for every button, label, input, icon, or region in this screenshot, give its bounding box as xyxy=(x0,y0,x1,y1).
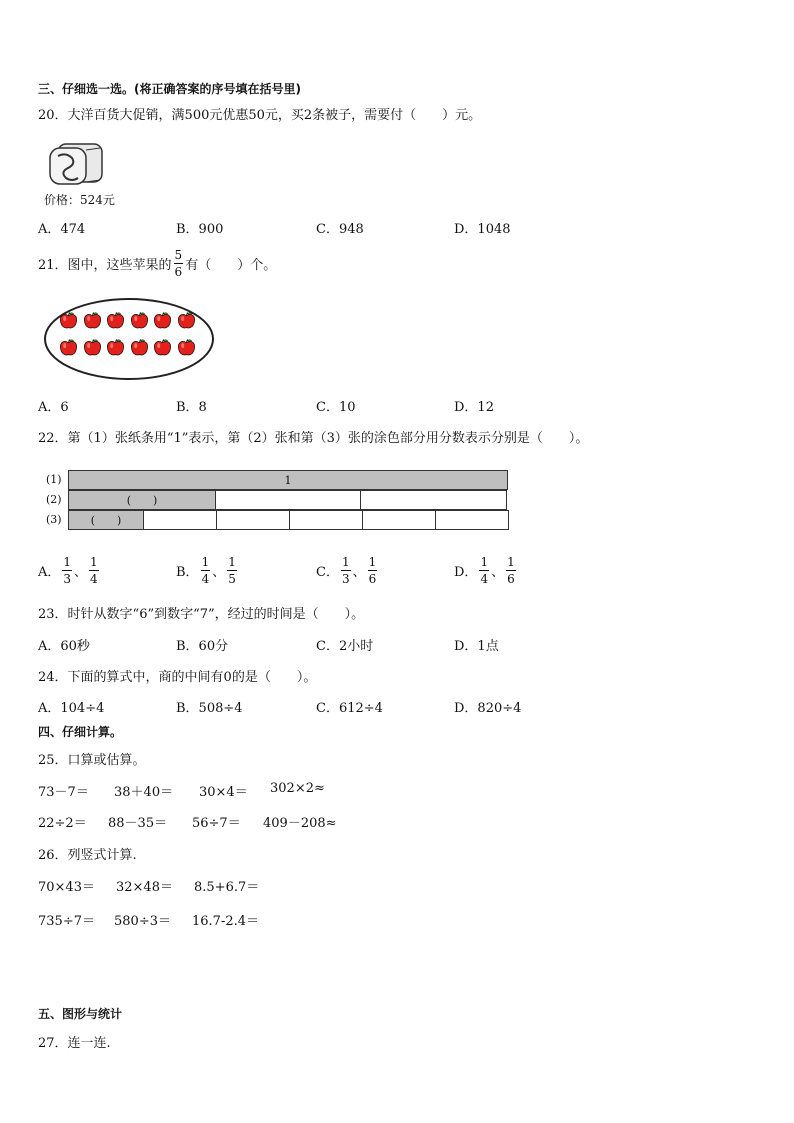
frac-den: 4 xyxy=(480,572,489,586)
frac-num: 1 xyxy=(368,555,377,569)
apple-icon xyxy=(153,338,172,357)
frac-num: 1 xyxy=(480,555,489,569)
strip2-part xyxy=(215,490,361,510)
q26-item: 8.5+6.7＝ xyxy=(194,880,260,895)
q22-text: 22．第（1）张纸条用“1”表示，第（2）张和第（3）张的涂色部分用分数表示分别是（ ）。 xyxy=(38,431,589,446)
q22-option-b[interactable] xyxy=(176,556,239,585)
section3-title: 三、仔细选一选。(将正确答案的序号填在括号里) xyxy=(38,82,301,96)
fraction xyxy=(506,556,516,585)
frac-den: 3 xyxy=(341,572,350,586)
separator: 、 xyxy=(74,565,88,580)
q25-item: 38＋40＝ xyxy=(114,785,174,800)
q25-item: 30×4＝ xyxy=(199,785,248,800)
frac-num: 1 xyxy=(201,555,210,569)
fraction xyxy=(368,556,378,585)
separator: 、 xyxy=(352,565,366,580)
q21-option-a[interactable]: A．6 xyxy=(38,400,69,415)
apple-icon xyxy=(59,338,78,357)
option-letter: B． xyxy=(176,565,199,580)
q21-frac-den: 6 xyxy=(174,264,183,279)
paper-strip-1 xyxy=(68,470,508,490)
q23-option-b[interactable]: B．60分 xyxy=(176,639,229,654)
fraction xyxy=(62,556,72,585)
section5-title: 五、图形与统计 xyxy=(38,1007,123,1021)
frac-den: 5 xyxy=(228,572,236,586)
frac-den: 4 xyxy=(201,572,210,586)
apple-icon xyxy=(153,311,172,330)
strip3-part xyxy=(362,510,436,530)
q26-item: 70×43＝ xyxy=(38,880,95,895)
paper-strip-3 xyxy=(68,510,509,530)
strip-label-1: (1) xyxy=(46,473,62,486)
q24-option-a[interactable]: A．104÷4 xyxy=(38,701,105,716)
apple-icon xyxy=(83,311,102,330)
apple-icon xyxy=(59,311,78,330)
q20-option-b[interactable]: B．900 xyxy=(176,222,224,237)
q24-option-b[interactable]: B．508÷4 xyxy=(176,701,243,716)
fraction xyxy=(479,556,489,585)
q24-text: 24．下面的算式中，商的中间有0的是（ ）。 xyxy=(38,670,317,685)
q23-option-a[interactable]: A．60秒 xyxy=(38,639,90,654)
quilt-icon xyxy=(44,136,108,192)
q25-item: 22÷2＝ xyxy=(38,816,87,831)
q22-option-c[interactable] xyxy=(316,556,379,585)
apple-icon xyxy=(177,311,196,330)
frac-num: 1 xyxy=(90,555,98,569)
q20-option-c[interactable]: C．948 xyxy=(316,222,364,237)
separator: 、 xyxy=(491,565,505,580)
q20-option-d[interactable]: D．1048 xyxy=(454,222,511,237)
fraction xyxy=(227,556,237,585)
apple-icon xyxy=(130,338,149,357)
q27-text: 27．连一连. xyxy=(38,1036,111,1051)
frac-num: 1 xyxy=(228,555,236,569)
q25-item: 56÷7＝ xyxy=(192,816,241,831)
q22-option-a[interactable] xyxy=(38,556,101,585)
q21-option-b[interactable]: B．8 xyxy=(176,400,207,415)
fraction xyxy=(89,556,99,585)
q24-option-d[interactable]: D．820÷4 xyxy=(454,701,522,716)
apple-icon xyxy=(177,338,196,357)
q22-option-d[interactable] xyxy=(454,556,518,585)
quilt-image xyxy=(44,136,108,192)
q20-option-a[interactable]: A．474 xyxy=(38,222,86,237)
q21-prefix: 21．图中，这些苹果的 xyxy=(38,257,172,273)
q21-text xyxy=(38,245,276,281)
frac-num: 1 xyxy=(507,555,515,569)
strip2-part xyxy=(360,490,507,510)
strip3-part xyxy=(143,510,217,530)
q26-item: 735÷7＝ xyxy=(38,914,95,929)
strip-label-2: (2) xyxy=(46,493,62,506)
q26-text: 26．列竖式计算. xyxy=(38,848,137,863)
frac-den: 6 xyxy=(507,572,515,586)
q21-option-c[interactable]: C．10 xyxy=(316,400,356,415)
q21-option-d[interactable]: D．12 xyxy=(454,400,494,415)
q26-item: 580÷3＝ xyxy=(114,914,171,929)
q21-fraction xyxy=(174,249,184,278)
quilt-price: 价格：524元 xyxy=(44,193,115,207)
q21-frac-num: 5 xyxy=(174,247,183,262)
apple-icon xyxy=(130,311,149,330)
fraction xyxy=(341,556,351,585)
strip1-whole: 1 xyxy=(68,470,508,490)
strip2-shaded: ( ) xyxy=(68,490,216,510)
q21-suffix: 有（ ）个。 xyxy=(185,257,277,273)
q25-item: 409－208≈ xyxy=(263,816,337,831)
strip3-part xyxy=(216,510,290,530)
frac-den: 6 xyxy=(368,572,377,586)
frac-num: 1 xyxy=(63,555,72,569)
strip3-part xyxy=(435,510,509,530)
frac-num: 1 xyxy=(341,555,350,569)
q25-text: 25．口算或估算。 xyxy=(38,753,146,768)
apple-icon xyxy=(83,338,102,357)
strip3-shaded: ( ) xyxy=(68,510,144,530)
strip3-part xyxy=(289,510,363,530)
frac-den: 3 xyxy=(63,572,72,586)
option-letter: D． xyxy=(454,565,478,580)
separator: 、 xyxy=(212,565,226,580)
option-letter: A． xyxy=(38,565,61,580)
q26-item: 32×48＝ xyxy=(116,880,173,895)
q25-item: 73－7＝ xyxy=(38,785,89,800)
frac-den: 4 xyxy=(90,572,98,586)
section4-title: 四、仔细计算。 xyxy=(38,725,123,739)
paper-strip-2 xyxy=(68,490,507,510)
q23-option-d[interactable]: D．1点 xyxy=(454,639,499,654)
q24-option-c[interactable]: C．612÷4 xyxy=(316,701,383,716)
apple-icon xyxy=(106,311,125,330)
q26-item: 16.7-2.4＝ xyxy=(192,914,260,929)
q25-item: 88－35＝ xyxy=(108,816,168,831)
strip-label-3: (3) xyxy=(46,513,62,526)
q23-option-c[interactable]: C．2小时 xyxy=(316,639,374,654)
q23-text: 23．时针从数字“6”到数字“7”，经过的时间是（ ）。 xyxy=(38,607,365,622)
q25-item: 302×2≈ xyxy=(270,781,325,796)
option-letter: C． xyxy=(316,565,339,580)
q20-text: 20．大洋百货大促销，满500元优惠50元，买2条被子，需要付（ ）元。 xyxy=(38,108,482,123)
fraction xyxy=(201,556,211,585)
apple-icon xyxy=(106,338,125,357)
